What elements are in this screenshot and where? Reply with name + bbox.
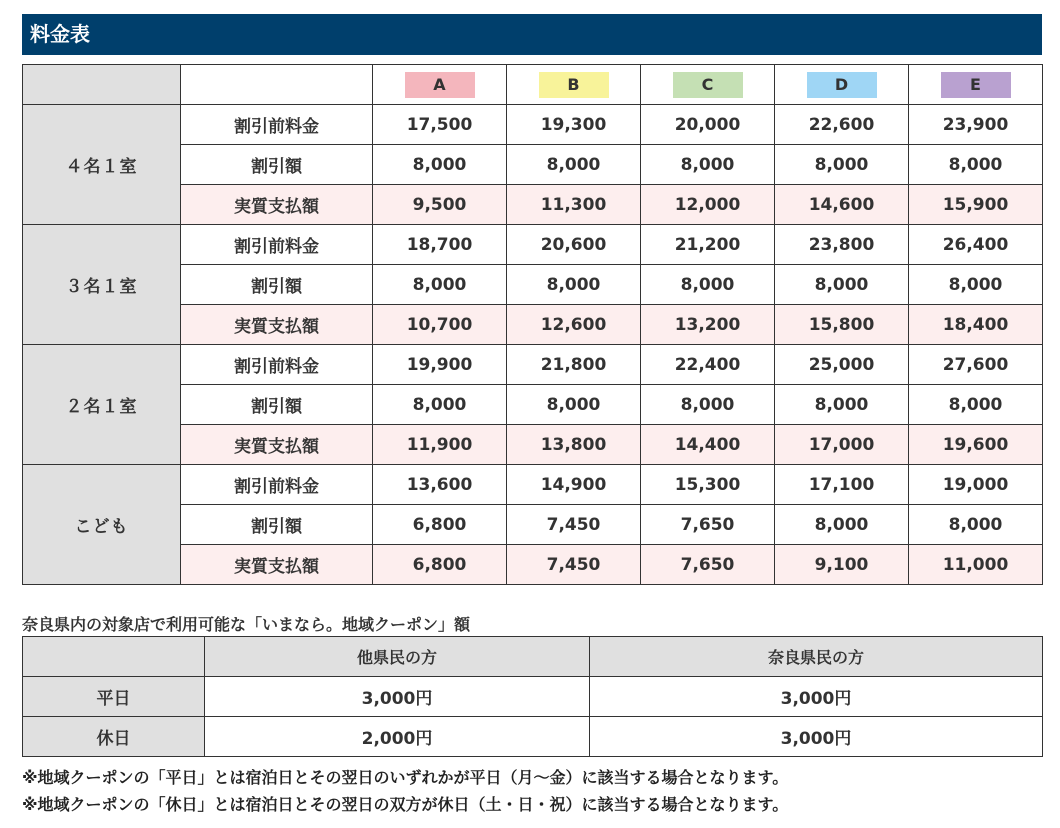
price-cell: 17,000 — [775, 425, 909, 465]
coupon-table — [22, 636, 1043, 757]
price-cell: 14,400 — [641, 425, 775, 465]
price-cell: 8,000 — [641, 265, 775, 305]
price-cell: 8,000 — [775, 505, 909, 545]
row-label-discount: 割引額 — [181, 145, 373, 185]
row-label-actual: 実質支払額 — [181, 425, 373, 465]
page-title: 料金表 — [22, 14, 1042, 55]
price-cell: 27,600 — [909, 345, 1043, 385]
price-cell: 21,800 — [507, 345, 641, 385]
corner-cell — [23, 65, 181, 105]
row-label-actual: 実質支払額 — [181, 305, 373, 345]
coupon-col-header: 他県民の方 — [205, 637, 590, 677]
price-cell: 20,600 — [507, 225, 641, 265]
price-cell: 17,100 — [775, 465, 909, 505]
room-type-label: ４名１室 — [23, 105, 181, 225]
price-cell: 8,000 — [775, 385, 909, 425]
price-cell: 13,200 — [641, 305, 775, 345]
row-label-actual: 実質支払額 — [181, 185, 373, 225]
plan-label-e: E — [941, 72, 1011, 98]
price-cell: 6,800 — [373, 545, 507, 585]
price-cell: 12,600 — [507, 305, 641, 345]
price-cell: 8,000 — [641, 145, 775, 185]
price-cell: 8,000 — [373, 145, 507, 185]
coupon-row — [23, 677, 1043, 717]
row-label-before: 割引前料金 — [181, 225, 373, 265]
coupon-value: 3,000円 — [590, 717, 1043, 757]
coupon-caption: 奈良県内の対象店で利用可能な「いまなら。地域クーポン」額 — [22, 615, 471, 634]
coupon-corner-cell — [23, 637, 205, 677]
price-cell: 15,800 — [775, 305, 909, 345]
price-cell: 19,000 — [909, 465, 1043, 505]
plan-label-b: B — [539, 72, 609, 98]
price-row-before — [23, 465, 1043, 505]
price-cell: 8,000 — [507, 265, 641, 305]
note-holiday: ※地域クーポンの「休日」とは宿泊日とその翌日の双方が休日（土・日・祝）に該当する場合となります。 — [22, 795, 789, 814]
price-cell: 13,800 — [507, 425, 641, 465]
price-row-before — [23, 105, 1043, 145]
price-cell: 7,450 — [507, 545, 641, 585]
price-cell: 21,200 — [641, 225, 775, 265]
row-label-discount: 割引額 — [181, 265, 373, 305]
row-label-actual: 実質支払額 — [181, 545, 373, 585]
price-row-before — [23, 225, 1043, 265]
price-cell: 8,000 — [775, 145, 909, 185]
price-table — [22, 64, 1043, 585]
price-cell: 7,650 — [641, 545, 775, 585]
room-type-label: こども — [23, 465, 181, 585]
price-cell: 20,000 — [641, 105, 775, 145]
room-type-label: ２名１室 — [23, 345, 181, 465]
plan-label-c: C — [673, 72, 743, 98]
coupon-value: 3,000円 — [590, 677, 1043, 717]
price-cell: 14,600 — [775, 185, 909, 225]
price-cell: 19,600 — [909, 425, 1043, 465]
row-label-discount: 割引額 — [181, 385, 373, 425]
coupon-row-label: 平日 — [23, 677, 205, 717]
price-cell: 25,000 — [775, 345, 909, 385]
row-label-before: 割引前料金 — [181, 345, 373, 385]
price-cell: 19,900 — [373, 345, 507, 385]
plan-header-cell — [507, 65, 641, 105]
price-cell: 8,000 — [373, 385, 507, 425]
plan-label-a: A — [405, 72, 475, 98]
price-cell: 9,100 — [775, 545, 909, 585]
price-cell: 22,400 — [641, 345, 775, 385]
price-cell: 15,900 — [909, 185, 1043, 225]
price-cell: 8,000 — [909, 385, 1043, 425]
price-cell: 14,900 — [507, 465, 641, 505]
coupon-header-row — [23, 637, 1043, 677]
price-cell: 13,600 — [373, 465, 507, 505]
row-label-before: 割引前料金 — [181, 465, 373, 505]
price-cell: 8,000 — [909, 265, 1043, 305]
coupon-value: 2,000円 — [205, 717, 590, 757]
price-cell: 10,700 — [373, 305, 507, 345]
price-cell: 19,300 — [507, 105, 641, 145]
price-row-before — [23, 345, 1043, 385]
plan-header-row — [23, 65, 1043, 105]
plan-header-cell — [909, 65, 1043, 105]
price-cell: 8,000 — [909, 145, 1043, 185]
plan-header-cell — [775, 65, 909, 105]
price-cell: 8,000 — [373, 265, 507, 305]
price-cell: 11,000 — [909, 545, 1043, 585]
plan-header-cell — [373, 65, 507, 105]
price-cell: 8,000 — [641, 385, 775, 425]
price-cell: 23,800 — [775, 225, 909, 265]
price-cell: 9,500 — [373, 185, 507, 225]
price-cell: 12,000 — [641, 185, 775, 225]
price-cell: 11,900 — [373, 425, 507, 465]
price-cell: 22,600 — [775, 105, 909, 145]
price-cell: 17,500 — [373, 105, 507, 145]
plan-header-cell — [641, 65, 775, 105]
price-cell: 8,000 — [775, 265, 909, 305]
note-weekday: ※地域クーポンの「平日」とは宿泊日とその翌日のいずれかが平日（月〜金）に該当する場合となります。 — [22, 768, 789, 787]
price-cell: 8,000 — [909, 505, 1043, 545]
price-cell: 26,400 — [909, 225, 1043, 265]
price-cell: 18,700 — [373, 225, 507, 265]
blank-header-cell — [181, 65, 373, 105]
price-cell: 7,650 — [641, 505, 775, 545]
row-label-discount: 割引額 — [181, 505, 373, 545]
price-cell: 8,000 — [507, 145, 641, 185]
coupon-row-label: 休日 — [23, 717, 205, 757]
room-type-label: ３名１室 — [23, 225, 181, 345]
price-cell: 18,400 — [909, 305, 1043, 345]
price-cell: 6,800 — [373, 505, 507, 545]
plan-label-d: D — [807, 72, 877, 98]
coupon-col-header: 奈良県民の方 — [590, 637, 1043, 677]
coupon-value: 3,000円 — [205, 677, 590, 717]
price-cell: 8,000 — [507, 385, 641, 425]
coupon-row — [23, 717, 1043, 757]
row-label-before: 割引前料金 — [181, 105, 373, 145]
price-cell: 11,300 — [507, 185, 641, 225]
price-cell: 23,900 — [909, 105, 1043, 145]
price-cell: 7,450 — [507, 505, 641, 545]
price-cell: 15,300 — [641, 465, 775, 505]
